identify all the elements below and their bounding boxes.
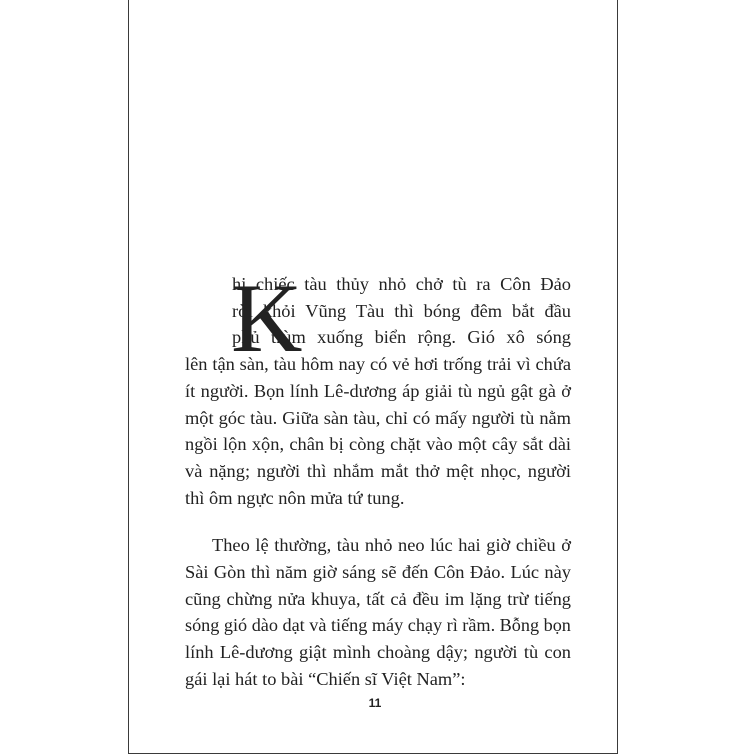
text-line: sóng gió dào dạt và tiếng máy chạy rì rầm. Bỗng bọn — [185, 615, 571, 636]
text-line: Sài Gòn thì năm giờ sáng sẽ đến Côn Đảo. Lúc này — [185, 562, 571, 583]
text-line: thì ôm ngực nôn mửa tứ tung. — [185, 487, 405, 508]
text-line: lên tận sàn, tàu hôm nay có vẻ hơi trống trải vì chứa — [185, 354, 571, 375]
text-line: hi chiếc tàu thủy nhỏ chở tù ra Côn Đảo — [232, 274, 571, 294]
text-line: rời khỏi Vũng Tàu thì bóng đêm bắt đầu — [232, 300, 571, 321]
body-text — [185, 264, 571, 693]
text-line: gái lại hát to bài “Chiến sĩ Việt Nam”: — [185, 668, 466, 689]
drop-cap: K — [231, 264, 303, 373]
text-line: Theo lệ thường, tàu nhỏ neo lúc hai giờ chiều ở — [212, 535, 571, 556]
text-line: lính Lê-dương giật mình choàng dậy; người tù con — [185, 642, 571, 663]
text-line: và nặng; người thì nhắm mắt thở mệt nhọc, người — [185, 460, 571, 481]
page-number: 11 — [368, 696, 382, 710]
paragraph-1 — [185, 264, 571, 511]
text-line: cũng chừng nửa khuya, tất cả đều im lặng trừ tiếng — [185, 588, 571, 609]
text-line: ít người. Bọn lính Lê-dương áp giải tù ngủ gật gà ở — [185, 380, 571, 401]
text-line: một góc tàu. Giữa sàn tàu, chỉ có mấy người tù nằm — [185, 407, 571, 428]
paragraph-2 — [185, 532, 571, 692]
text-line: ngồi lộn xộn, chân bị còng chặt vào một cây sắt dài — [185, 434, 571, 455]
text-line: phủ trùm xuống biển rộng. Gió xô sóng — [232, 327, 571, 348]
